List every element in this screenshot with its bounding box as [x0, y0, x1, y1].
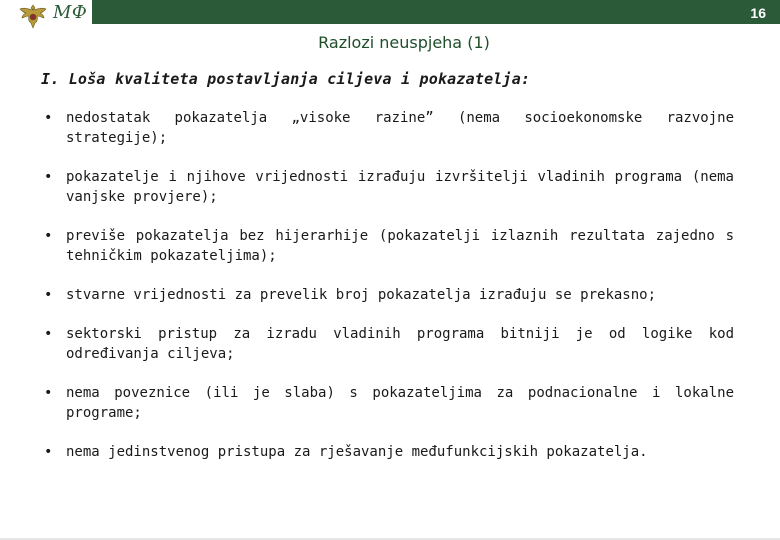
- list-item: [44, 226, 734, 266]
- list-item: [44, 108, 734, 148]
- coat-of-arms-icon: [16, 1, 50, 31]
- bullet-marker: •: [44, 385, 53, 401]
- header-band: [92, 0, 780, 24]
- bullet-text: pokazatelje i njihove vrijednosti izrađuju izvršitelji vladinih programa (nema vanjske provjere);: [66, 169, 734, 205]
- list-item: [44, 324, 734, 364]
- list-item: [44, 167, 734, 207]
- bullet-list: [44, 108, 734, 481]
- logo-text: МФ: [53, 2, 88, 23]
- list-item: [44, 383, 734, 423]
- bullet-marker: •: [44, 228, 53, 244]
- list-item: [44, 285, 734, 305]
- bullet-marker: •: [44, 169, 53, 185]
- bullet-text: nema jedinstvenog pristupa za rješavanje međufunkcijskih pokazatelja.: [66, 444, 648, 460]
- bullet-marker: •: [44, 110, 53, 126]
- bullet-marker: •: [44, 326, 53, 342]
- bullet-marker: •: [44, 287, 53, 303]
- bullet-text: previše pokazatelja bez hijerarhije (pokazatelji izlaznih rezultata zajedno s tehničkim pokazateljima);: [66, 228, 734, 264]
- slide-title: Razlozi neuspjeha (1): [318, 33, 490, 52]
- bullet-text: nema poveznice (ili je slaba) s pokazateljima za podnacionalne i lokalne programe;: [66, 385, 734, 421]
- page-number: 16: [750, 5, 766, 21]
- bullet-marker: •: [44, 444, 53, 460]
- bullet-text: stvarne vrijednosti za prevelik broj pokazatelja izrađuju se prekasno;: [66, 287, 657, 303]
- bullet-text: nedostatak pokazatelja „visoke razine” (nema socioekonomske razvojne strategije);: [66, 110, 734, 146]
- list-item: [44, 442, 734, 462]
- section-heading: I. Loša kvaliteta postavljanja ciljeva i pokazatelja:: [41, 70, 531, 88]
- header-bar: [0, 0, 780, 27]
- bullet-text: sektorski pristup za izradu vladinih programa bitniji je od logike kod određivanja ciljeva;: [66, 326, 734, 362]
